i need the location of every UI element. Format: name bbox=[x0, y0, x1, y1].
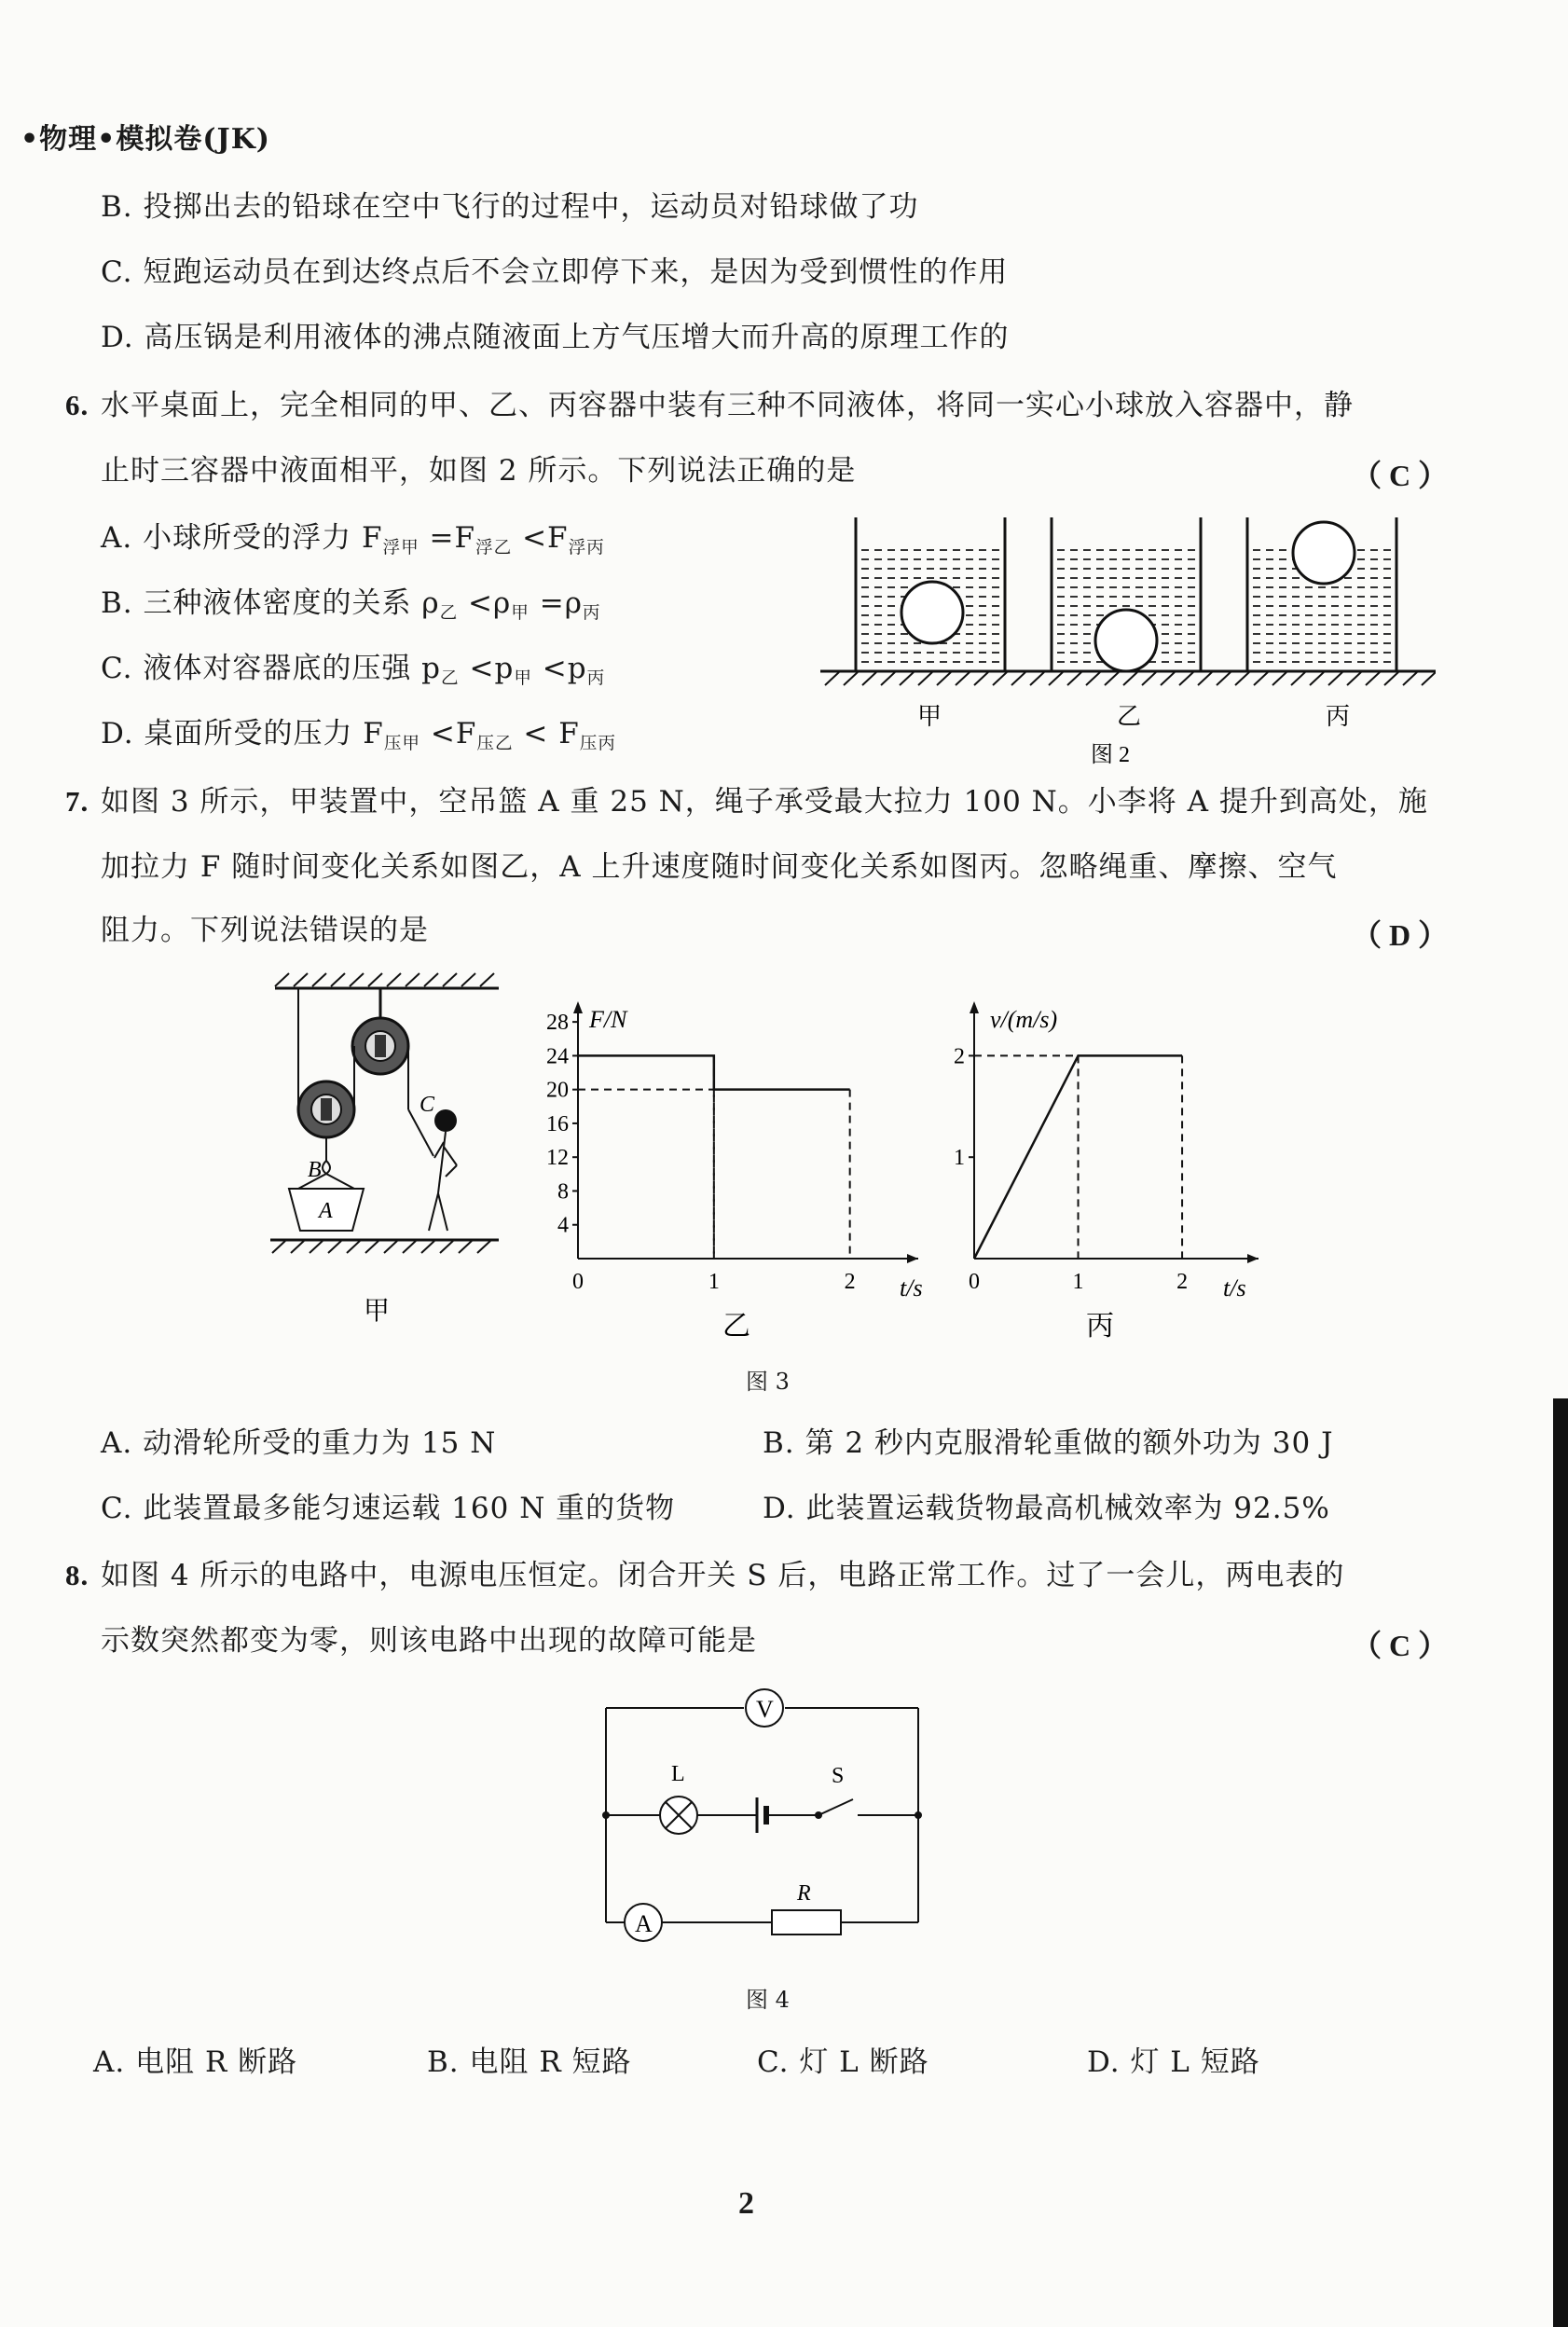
q8-answer: （ C ） bbox=[1352, 1629, 1449, 1662]
q8-option-d: D. 灯 L 短路 bbox=[1087, 2045, 1260, 2079]
q6-answer: （ C ） bbox=[1352, 459, 1449, 492]
switch-label: S bbox=[832, 1764, 845, 1788]
q7-stem-line3: 阻力。下列说法错误的是 bbox=[101, 914, 429, 947]
switch-s bbox=[818, 1799, 853, 1815]
q8-option-b: B. 电阻 R 短路 bbox=[427, 2045, 632, 2079]
q7-number: 7. bbox=[65, 785, 89, 818]
q6-number: 6. bbox=[65, 389, 89, 421]
ammeter-label: A bbox=[635, 1910, 653, 1937]
figure-4-caption: 图 4 bbox=[746, 1987, 790, 2013]
x-tick-label: 1 bbox=[1072, 1270, 1084, 1294]
resistor-label: R bbox=[797, 1881, 811, 1906]
label-bing: 丙 bbox=[1326, 703, 1351, 730]
label-jia: 甲 bbox=[917, 703, 942, 730]
x-tick-label: 2 bbox=[1176, 1270, 1189, 1294]
x-tick-label: 0 bbox=[969, 1270, 980, 1294]
x-axis-label: t/s bbox=[1223, 1274, 1246, 1301]
figure-4-circuit bbox=[587, 1678, 942, 1948]
figure-3-caption: 图 3 bbox=[746, 1369, 790, 1395]
q6-option-d: D. 桌面所受的压力 $F_{压甲} <F_{压乙} < F_{压丙}$ bbox=[101, 717, 616, 754]
page-header: •物理•模拟卷(JK) bbox=[21, 123, 271, 156]
figure-2 bbox=[820, 517, 1436, 778]
q6-stem-line2: 止时三容器中液面相平，如图 2 所示。下列说法正确的是 bbox=[101, 454, 857, 488]
q8-option-a: A. 电阻 R 断路 bbox=[93, 2045, 298, 2079]
label-yi: 乙 bbox=[1117, 703, 1142, 730]
ball-yi bbox=[1095, 610, 1157, 671]
person-head bbox=[434, 1109, 457, 1132]
x-tick-label: 2 bbox=[844, 1270, 856, 1294]
q8-stem-line2: 示数突然都变为零，则该电路中出现的故障可能是 bbox=[101, 1624, 757, 1658]
figure-3-jia bbox=[270, 960, 513, 1333]
q5-option-b: B. 投掷出去的铅球在空中飞行的过程中，运动员对铅球做了功 bbox=[101, 190, 919, 224]
x-tick-label: 1 bbox=[708, 1270, 720, 1294]
label-c: C bbox=[420, 1093, 435, 1117]
x-axis-label: t/s bbox=[900, 1274, 923, 1301]
figure-3-bing-chart bbox=[951, 988, 1286, 1342]
figure-2-caption: 图 2 bbox=[1091, 743, 1130, 767]
q5-option-c: C. 短跑运动员在到达终点后不会立即停下来，是因为受到惯性的作用 bbox=[101, 255, 1009, 289]
ball-jia bbox=[901, 582, 963, 643]
voltmeter-label: V bbox=[756, 1696, 774, 1723]
q8-number: 8. bbox=[65, 1559, 89, 1591]
label-a: A bbox=[319, 1199, 333, 1223]
figure-3-yi-chart bbox=[522, 988, 932, 1342]
y-tick-label: 20 bbox=[546, 1078, 569, 1103]
y-axis-label: v/(m/s) bbox=[990, 1006, 1058, 1033]
q6-option-a: A. 小球所受的浮力 $F_{浮甲} =F_{浮乙} <F_{浮丙}$ bbox=[101, 521, 605, 558]
ball-bing bbox=[1293, 522, 1355, 584]
scan-edge bbox=[1553, 1398, 1568, 2327]
resistor-r bbox=[772, 1910, 841, 1935]
y-tick-label: 24 bbox=[546, 1044, 569, 1069]
figure-3-jia-label: 甲 bbox=[364, 1297, 391, 1326]
q5-option-d: D. 高压锅是利用液体的沸点随液面上方气压增大而升高的原理工作的 bbox=[101, 321, 1010, 354]
y-tick-label: 12 bbox=[546, 1146, 569, 1171]
q7-option-c: C. 此装置最多能匀速运载 160 N 重的货物 bbox=[101, 1492, 676, 1525]
q7-option-d: D. 此装置运载货物最高机械效率为 92.5% bbox=[763, 1492, 1330, 1525]
q6-option-b: B. 三种液体密度的关系 $\rho_乙 <\rho_甲 =\rho_丙$ bbox=[101, 586, 601, 624]
q7-stem-line1: 如图 3 所示，甲装置中，空吊篮 A 重 25 N，绳子承受最大拉力 100 N。小李将 A 提升到高处，施 bbox=[101, 785, 1428, 819]
y-tick-label: 2 bbox=[954, 1044, 965, 1069]
q7-stem-line2: 加拉力 F 随时间变化关系如图乙，A 上升速度随时间变化关系如图丙。忽略绳重、摩擦、空气 bbox=[101, 850, 1338, 884]
y-tick-label: 1 bbox=[954, 1146, 965, 1171]
y-tick-label: 4 bbox=[557, 1213, 569, 1238]
q8-option-c: C. 灯 L 断路 bbox=[757, 2045, 929, 2079]
y-axis-label: F/N bbox=[589, 1006, 627, 1033]
figure-3-yi-label: 乙 bbox=[722, 1311, 750, 1342]
figure-3-bing-label: 丙 bbox=[1086, 1311, 1114, 1342]
label-b: B bbox=[308, 1158, 322, 1182]
q8-stem-line1: 如图 4 所示的电路中，电源电压恒定。闭合开关 S 后，电路正常工作。过了一会儿，两电表的 bbox=[101, 1559, 1345, 1592]
page-number: 2 bbox=[738, 2186, 754, 2221]
y-tick-label: 16 bbox=[546, 1111, 569, 1136]
x-tick-label: 0 bbox=[572, 1270, 584, 1294]
lamp-label: L bbox=[671, 1762, 685, 1786]
q7-option-b: B. 第 2 秒内克服滑轮重做的额外功为 30 J bbox=[763, 1426, 1334, 1460]
q6-stem-line1: 水平桌面上，完全相同的甲、乙、丙容器中装有三种不同液体，将同一实心小球放入容器中，静 bbox=[101, 389, 1354, 422]
q7-option-a: A. 动滑轮所受的重力为 15 N bbox=[101, 1426, 497, 1460]
q7-answer: （ D ） bbox=[1352, 918, 1449, 952]
y-tick-label: 28 bbox=[546, 1011, 569, 1036]
q6-option-c: C. 液体对容器底的压强 $p_乙 <p_甲 <p_丙$ bbox=[101, 652, 606, 689]
y-tick-label: 8 bbox=[557, 1179, 569, 1205]
